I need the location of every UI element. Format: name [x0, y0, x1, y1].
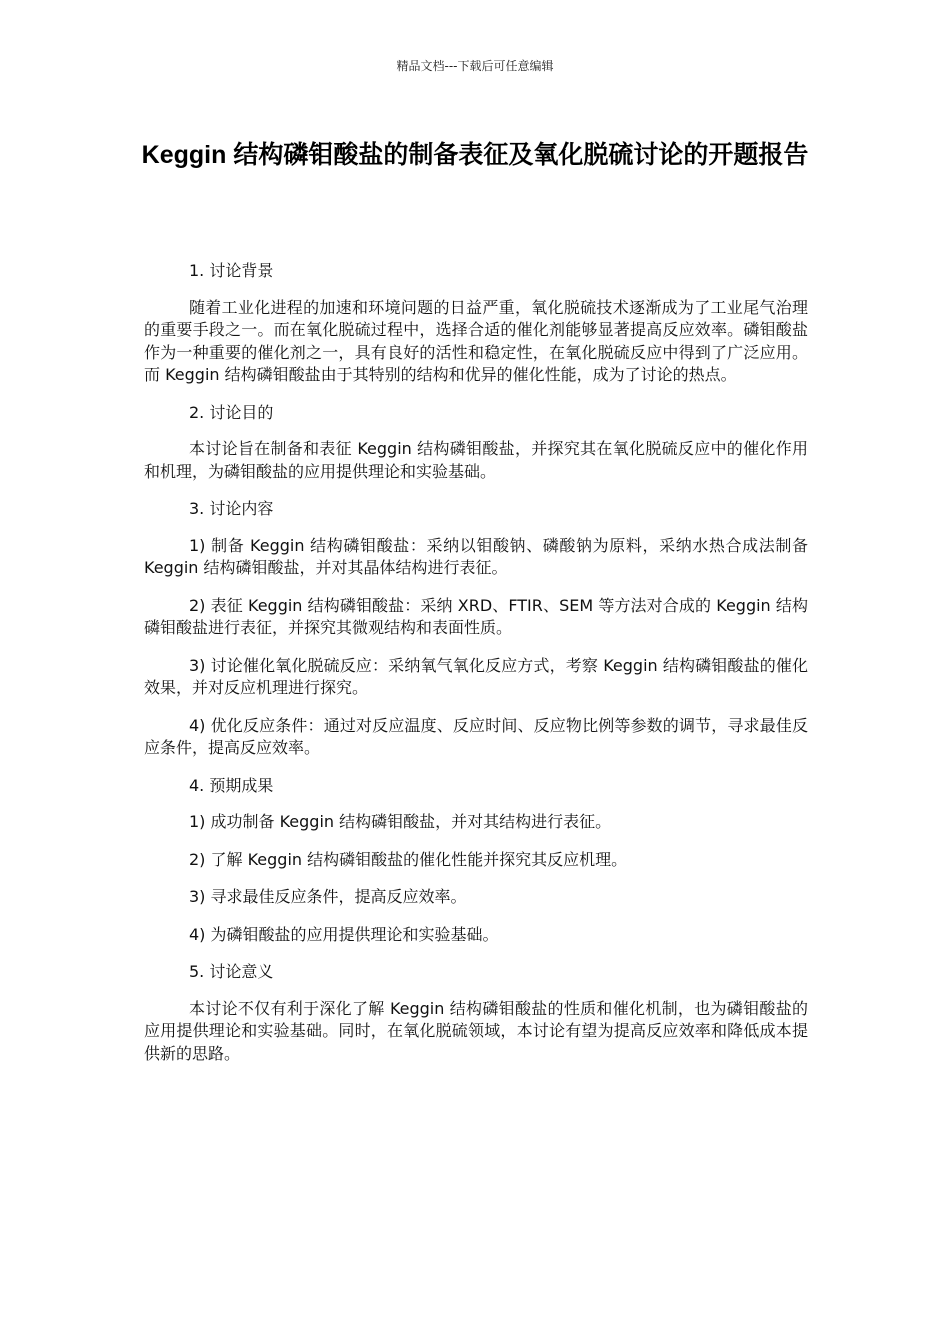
section-heading-background: 1. 讨论背景 [189, 261, 274, 280]
section-heading-content: 3. 讨论内容 [189, 499, 274, 518]
section-heading-significance: 5. 讨论意义 [189, 962, 274, 981]
paragraph-content-item-4: 4) 优化反应条件：通过对反应温度、反应时间、反应物比例等参数的调节，寻求最佳反应条件，提高反应效率。 [144, 715, 808, 757]
section-heading-purpose: 2. 讨论目的 [189, 402, 274, 422]
paragraph-outcome-2: 2) 了解 Keggin 结构磷钼酸盐的催化性能并探究其反应机理。 [189, 849, 628, 869]
paragraph-purpose: 本讨论旨在制备和表征 Keggin 结构磷钼酸盐，并探究其在氧化脱硫反应中的催化作用和机理，为磷钼酸盐的应用提供理论和实验基础。 [144, 439, 808, 481]
header-note: 精品文档---下载后可任意编辑 [396, 59, 554, 73]
paragraph-content-item-3: 3) 讨论催化氧化脱硫反应：采纳氧气氧化反应方式，考察 Keggin 结构磷钼酸盐的催化效果，并对反应机理进行探究。 [144, 655, 808, 697]
paragraph-content-item-2: 2) 表征 Keggin 结构磷钼酸盐：采纳 XRD、FTIR、SEM 等方法对合成的 Keggin 结构磷钼酸盐进行表征，并探究其微观结构和表面性质。 [144, 595, 808, 637]
paragraph-significance: 本讨论不仅有利于深化了解 Keggin 结构磷钼酸盐的性质和催化机制，也为磷钼酸盐的应用提供理论和实验基础。同时，在氧化脱硫领域，本讨论有望为提高反应效率和降低成本提供新的思路。 [144, 998, 808, 1063]
paragraph-outcome-1: 1) 成功制备 Keggin 结构磷钼酸盐，并对其结构进行表征。 [189, 812, 612, 831]
paragraph-background: 随着工业化进程的加速和环境问题的日益严重，氧化脱硫技术逐渐成为了工业尾气治理的重要手段之一。而在氧化脱硫过程中，选择合适的催化剂能够显著提高反应效率。磷钼酸盐作为一种重要的催化剂之一，具有良好的活性和稳定性，在氧化脱硫反应中得到了广泛应用。而 Keggin 结构磷钼酸盐由于其特别的结构和优异的催化性能，成为了讨论的热点。 [144, 297, 808, 384]
paragraph-content-item-1: 1) 制备 Keggin 结构磷钼酸盐：采纳以钼酸钠、磷酸钠为原料，采纳水热合成法制备 Keggin 结构磷钼酸盐，并对其晶体结构进行表征。 [144, 535, 808, 577]
paragraph-outcome-3: 3) 寻求最佳反应条件，提高反应效率。 [189, 887, 467, 906]
document-body [144, 260, 808, 1080]
document-title: Keggin 结构磷钼酸盐的制备表征及氧化脱硫讨论的开题报告 [141, 141, 809, 169]
paragraph-outcome-4: 4) 为磷钼酸盐的应用提供理论和实验基础。 [189, 924, 499, 944]
section-heading-outcomes: 4. 预期成果 [189, 775, 274, 795]
